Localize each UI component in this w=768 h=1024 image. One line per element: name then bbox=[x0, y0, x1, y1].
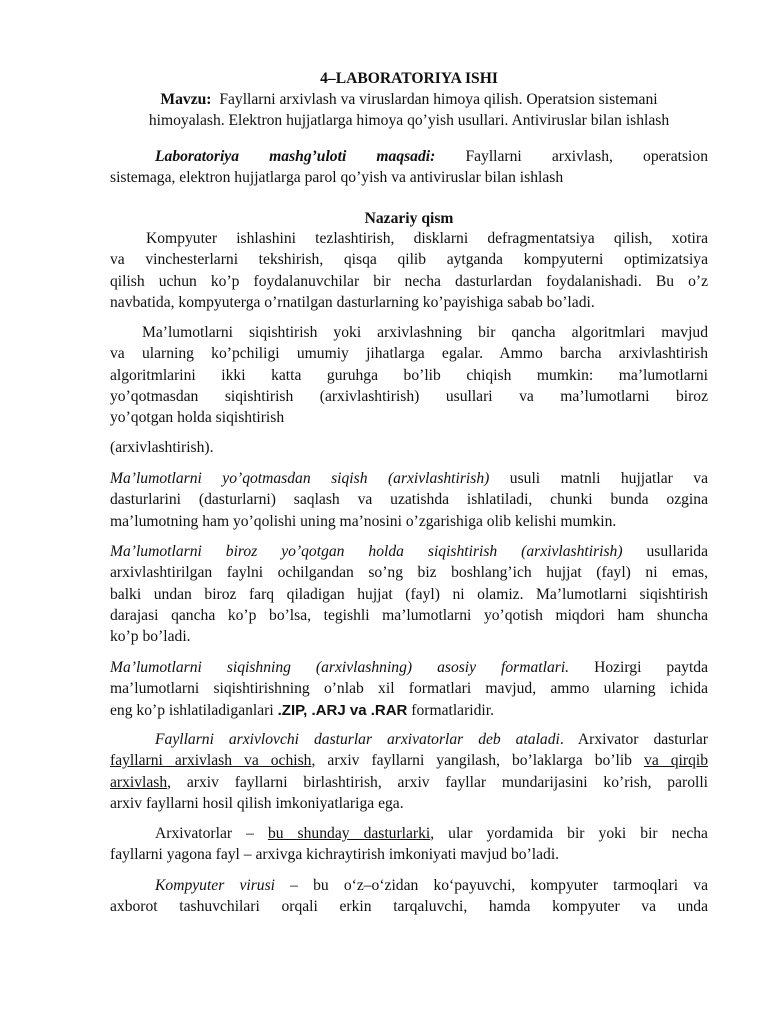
paragraph-line: (arxivlashtirish). bbox=[110, 439, 214, 456]
paragraph-text: Hozirgi paytda bbox=[594, 659, 708, 676]
paragraph-line: dasturlarini (dasturlarni) saqlash va uzatishda ishlatiladi, chunki bunda ozgina bbox=[110, 491, 708, 509]
italic-term: Ma’lumotlarni siqishning (arxivlashning) asosiy formatlari. bbox=[110, 659, 570, 676]
paragraph-line: ma’lumotlarni siqishtirishning o’nlab xil formatlari mavjud, ammo ularning ichida bbox=[110, 680, 708, 698]
objective-line: sistemaga, elektron hujjatlarga parol qo’yish va antiviruslar bilan ishlash bbox=[110, 169, 564, 187]
objective-line: Fayllarni arxivlash, operatsion bbox=[465, 148, 708, 165]
page-title bbox=[110, 68, 708, 89]
paragraph-line: Kompyuter ishlashini tezlashtirish, disklarni defragmentatsiya qilish, xotira bbox=[146, 230, 708, 247]
paragraph-text: . Arxivator dasturlar bbox=[559, 731, 709, 748]
paragraph-text: Arxivatorlar – bbox=[155, 825, 254, 842]
title-text: 4–LABORATORIYA ISHI bbox=[320, 70, 498, 87]
paragraph-line: yo’qotmasdan siqishtirish (arxivlashtirish) usullari va ma’lumotlarni biroz bbox=[110, 387, 708, 405]
paragraph-line: va ularning ko’pchiligi umumiy jihatlarga egalar. Ammo barcha arxivlashtirish bbox=[110, 345, 708, 363]
paragraph-text: eng ko’p ishlatiladiganlari bbox=[110, 701, 274, 719]
italic-term: Fayllarni arxivlovchi dasturlar arxivatorlar deb ataladi bbox=[155, 731, 560, 748]
paragraph-line: axborot tashuvchilari orqali erkin tarqaluvchi, hamda kompyuter va unda bbox=[110, 898, 708, 916]
paragraph-text: usuli matnli hujjatlar va bbox=[509, 470, 709, 487]
paragraph bbox=[110, 322, 708, 428]
paragraph-line: balki undan biroz farq qiladigan hujjat (fayl) ni olamiz. Ma’lumotlarni siqishtirish bbox=[110, 585, 708, 603]
paragraph-line: arxivlashtirilgan faylni ochilgandan so’ng biz boshlang’ich hujjat (fayl) ni emas, bbox=[110, 564, 708, 582]
paragraph-line: ko’p bo’ladi. bbox=[110, 628, 191, 646]
paragraph bbox=[110, 823, 708, 866]
topic-line: himoyalash. Elektron hujjatlarga himoya qo’yish usullari. Antiviruslar bilan ishlash bbox=[148, 112, 670, 130]
paragraph bbox=[110, 468, 708, 532]
paragraph-text: , ular yordamida bir yoki bir necha bbox=[430, 825, 708, 842]
paragraph-line: darajasi qancha ko’p bo’lsa, tegishli ma’lumotlarni yo’qotish miqdori ham shuncha bbox=[110, 606, 708, 624]
paragraph-text: usullarida bbox=[646, 543, 708, 560]
topic-line: Fayllarni arxivlash va viruslardan himoya qilish. Operatsion sistemani bbox=[219, 91, 658, 108]
paragraph-line: yo’qotgan holda siqishtirish bbox=[110, 409, 285, 427]
paragraph-line: ma’lumotning ham yo’qolishi uning ma’nosini o’zgarishiga olib kelishi mumkin. bbox=[110, 512, 617, 530]
italic-term: Kompyuter virusi bbox=[155, 877, 275, 894]
underlined-term: bu shunday dasturlarki bbox=[267, 825, 431, 842]
paragraph-line: qilish uchun ko’p foydalanuvchilar bir necha dasturlardan foydalanishadi. Bu o’z bbox=[110, 272, 708, 290]
underlined-term: fayllarni arxivlash va ochish bbox=[110, 752, 312, 770]
objective-block bbox=[110, 146, 708, 189]
paragraph-line: algoritmlarini ikki katta guruhga bo’lib chiqish mumkin: ma’lumotlarni bbox=[110, 366, 708, 384]
paragraph-line: arxiv fayllarni hosil qilish imkoniyatlariga ega. bbox=[110, 794, 404, 812]
paragraph bbox=[110, 437, 708, 458]
paragraph-line: Ma’lumotlarni siqishtirish yoki arxivlashning bir qancha algoritmlari mavjud bbox=[142, 324, 708, 341]
topic-label: Mavzu: bbox=[160, 91, 212, 108]
paragraph bbox=[110, 729, 708, 814]
underlined-term: va qirqib bbox=[644, 752, 709, 770]
paragraph-line: va vinchesterlarni tekshirish, qisqa qilib aytganda kompyuterni optimizatsiya bbox=[110, 251, 708, 269]
paragraph-text: , arxiv fayllarni birlashtirish, arxiv fayllar mundarijasini ko’rish, parolli bbox=[167, 773, 708, 791]
italic-term: Ma’lumotlarni biroz yo’qotgan holda siqishtirish (arxivlashtirish) bbox=[110, 543, 623, 560]
paragraph bbox=[110, 228, 708, 313]
archive-formats: .ZIP, .ARJ va .RAR bbox=[277, 701, 408, 719]
paragraph-text: , arxiv fayllarni yangilash, bo’laklarga bo’lib bbox=[311, 752, 632, 770]
section-heading-text: Nazariy qism bbox=[364, 210, 454, 227]
underlined-term: arxivlash bbox=[110, 773, 168, 791]
section-heading bbox=[110, 208, 708, 229]
paragraph bbox=[110, 875, 708, 918]
objective-label: Laboratoriya mashg’uloti maqsadi: bbox=[155, 148, 436, 165]
paragraph-line: fayllarni yagona fayl – arxivga kichraytirish imkoniyati mavjud bo’ladi. bbox=[110, 846, 560, 864]
paragraph-text: – bu o‘z–o‘zidan ko‘payuvchi, kompyuter tarmoqlari va bbox=[290, 877, 708, 894]
paragraph bbox=[110, 657, 708, 721]
paragraph-line: navbatida, kompyuterga o’rnatilgan dasturlarning ko’payishiga sabab bo’ladi. bbox=[110, 293, 595, 311]
italic-term: Ma’lumotlarni yo’qotmasdan siqish (arxivlashtirish) bbox=[110, 470, 490, 487]
paragraph bbox=[110, 541, 708, 647]
paragraph-text: formatlaridir. bbox=[411, 701, 494, 719]
topic-block bbox=[110, 89, 708, 132]
